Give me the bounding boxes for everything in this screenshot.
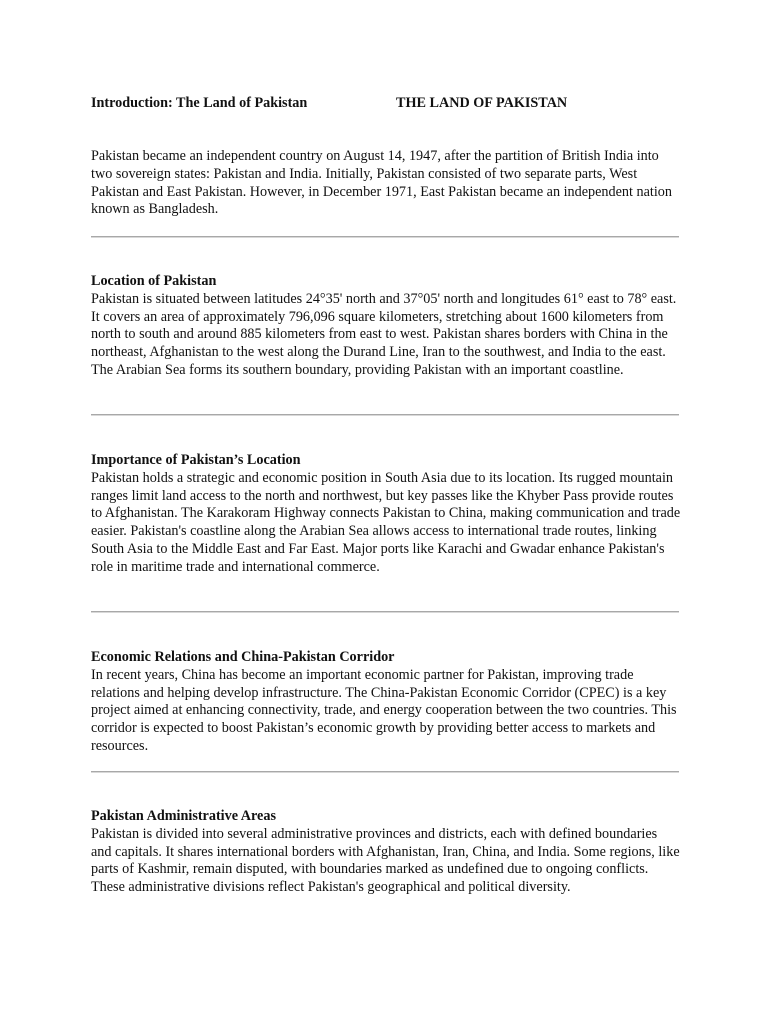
- section-heading: Pakistan Administrative Areas: [91, 808, 276, 824]
- document-page: [91, 94, 681, 896]
- section-heading: Importance of Pakistan’s Location: [91, 452, 301, 468]
- document-header: [91, 94, 681, 112]
- section-divider: [91, 771, 679, 773]
- section-body: Pakistan is situated between latitudes 24°35' north and 37°05' north and longitudes 61° east to 78° east. It covers an area of approximately 796,096 square kilometers, stretching about 1600 kilometers from north to south and around 885 kilometers from east to west. Pakistan shares borders with China in the northeast, Afghanistan to the west along the Durand Line, Iran to the southwest, and India to the east. The Arabian Sea forms its southern boundary, providing Pakistan with an important coastline.: [91, 290, 677, 378]
- section-administrative-areas: [91, 808, 681, 897]
- section-body: Pakistan is divided into several administrative provinces and districts, each with defined boundaries and capitals. It shares international borders with Afghanistan, Iran, China, and India. Some regions, like parts of Kashmir, remain disputed, with boundaries marked as undefined due to ongoing conflicts. These administrative divisions reflect Pakistan's geographical and political diversity.: [91, 825, 680, 896]
- section-location: [91, 273, 681, 380]
- section-heading: Economic Relations and China-Pakistan Corridor: [91, 649, 395, 665]
- section-divider: [91, 611, 679, 613]
- section-divider: [91, 414, 679, 416]
- section-divider: [91, 236, 679, 238]
- section-body: Pakistan holds a strategic and economic position in South Asia due to its location. Its rugged mountain ranges limit land access to the north and northwest, but key passes like the Khyber Pass provide routes to Afghanistan. The Karakoram Highway connects Pakistan to China, making communication and trade easier. Pakistan's coastline along the Arabian Sea allows access to international trade routes, linking South Asia to the Middle East and Far East. Major ports like Karachi and Gwadar enhance Pakistan's role in maritime trade and international commerce.: [91, 469, 681, 575]
- section-heading: Location of Pakistan: [91, 273, 217, 289]
- intro-title: Introduction: The Land of Pakistan: [91, 95, 308, 111]
- section-importance: [91, 452, 681, 577]
- document-title: THE LAND OF PAKISTAN: [396, 95, 568, 111]
- intro-paragraph: Pakistan became an independent country on August 14, 1947, after the partition of British India into two sovereign states: Pakistan and India. Initially, Pakistan consisted of two separate parts, West Pakistan and East Pakistan. However, in December 1971, East Pakistan became an independent nation known as Bangladesh.: [91, 148, 672, 218]
- section-economic-relations: [91, 649, 681, 756]
- section-body: In recent years, China has become an important economic partner for Pakistan, improving trade relations and helping develop infrastructure. The China-Pakistan Economic Corridor (CPEC) is a key project aimed at enhancing connectivity, trade, and energy cooperation between the two countries. This corridor is expected to boost Pakistan’s economic growth by providing better access to markets and resources.: [91, 666, 677, 754]
